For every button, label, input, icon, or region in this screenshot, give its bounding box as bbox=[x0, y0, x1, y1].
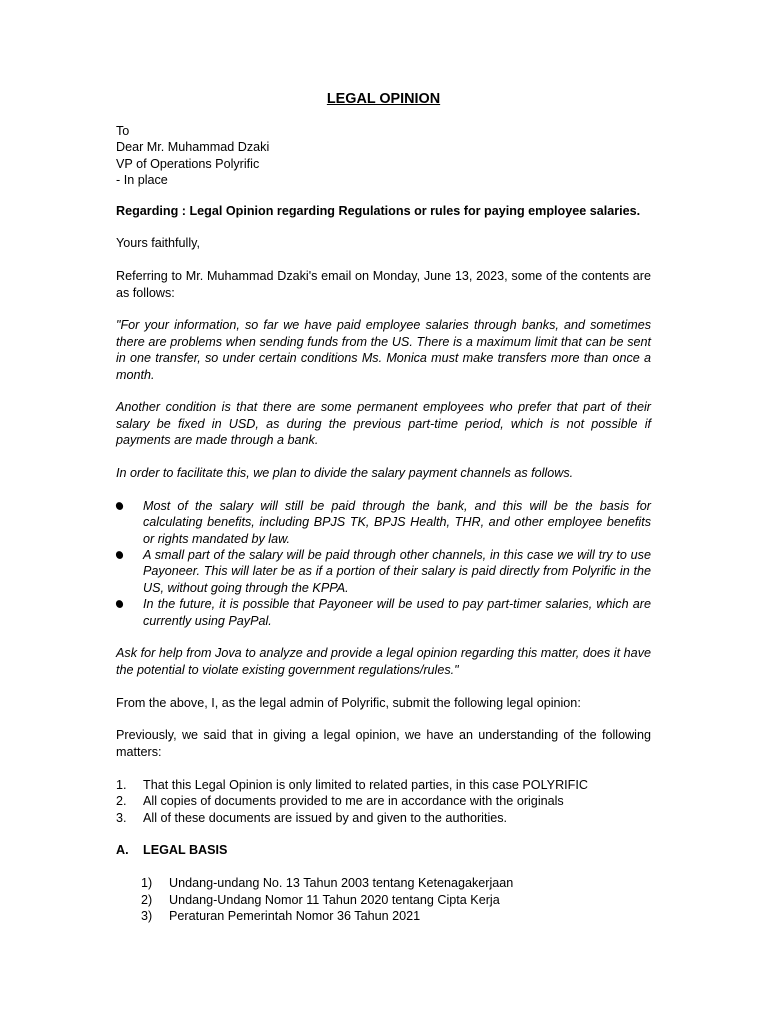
list-item bbox=[141, 875, 651, 891]
list-number: 2. bbox=[116, 794, 127, 809]
bullet-icon bbox=[115, 599, 125, 609]
quote-paragraph: "For your information, so far we have paid employee salaries through banks, and sometimes there are problems when sending funds from the US. There is a maximum limit that can be sent in one transfer, so under certain conditions Ms. Monica must make transfers more than once a month. bbox=[116, 318, 651, 382]
list-text: Peraturan Pemerintah Nomor 36 Tahun 2021 bbox=[169, 908, 421, 923]
quote-paragraph: In order to facilitate this, we plan to divide the salary payment channels as follows. bbox=[116, 466, 574, 481]
list-number: 1. bbox=[116, 777, 127, 792]
list-item bbox=[141, 908, 651, 924]
list-number: 3. bbox=[116, 810, 127, 825]
quote-paragraph: Ask for help from Jova to analyze and provide a legal opinion regarding this matter, does it have the potential to violate existing government regulations/rules." bbox=[116, 646, 651, 677]
list-number: 1) bbox=[141, 876, 153, 891]
list-text: All copies of documents provided to me are in accordance with the originals bbox=[143, 794, 564, 809]
section-letter: A. bbox=[116, 843, 129, 858]
bullet-icon bbox=[115, 501, 125, 511]
quote-paragraph: Another condition is that there are some permanent employees who prefer that part of their salary be fixed in USD, as during the previous part-time period, which is not possible if payments are made through a bank. bbox=[116, 400, 651, 448]
section-heading-legal-basis bbox=[116, 842, 651, 858]
list-number: 2) bbox=[141, 892, 153, 907]
bullet-text: Most of the salary will still be paid through the bank, and this will be the basis for calculating benefits, including BPJS TK, BPJS Health, THR, and other employee benefits or rights mandated by law. bbox=[143, 498, 651, 546]
address-block bbox=[116, 123, 651, 189]
address-line: To bbox=[116, 124, 130, 138]
regarding-line: Regarding : Legal Opinion regarding Regulations or rules for paying employee salaries. bbox=[116, 203, 641, 218]
understanding-list bbox=[116, 777, 651, 826]
submission-paragraph: From the above, I, as the legal admin of Polyrific, submit the following legal opinion: bbox=[116, 695, 581, 710]
legal-basis-list bbox=[116, 875, 651, 924]
list-text: Undang-undang No. 13 Tahun 2003 tentang Ketenagakerjaan bbox=[169, 876, 514, 891]
bullet-text: A small part of the salary will be paid through other channels, in this case we will try to use Payoneer. This will later be as if a portion of their salary is paid directly from Polyrific in the US, without going through the KPPA. bbox=[143, 548, 651, 595]
list-item bbox=[116, 596, 651, 629]
address-line: VP of Operations Polyrific bbox=[116, 156, 260, 171]
list-text: All of these documents are issued by and given to the authorities. bbox=[143, 810, 508, 825]
list-text: Undang-Undang Nomor 11 Tahun 2020 tentang Cipta Kerja bbox=[169, 892, 500, 907]
understanding-paragraph: Previously, we said that in giving a legal opinion, we have an understanding of the following matters: bbox=[116, 728, 651, 759]
bullet-text: In the future, it is possible that Payoneer will be used to pay part-timer salaries, which are currently using PayPal. bbox=[143, 597, 651, 628]
list-item bbox=[116, 498, 651, 547]
list-item bbox=[116, 777, 651, 793]
quote-bullet-list bbox=[116, 498, 651, 629]
section-title: LEGAL BASIS bbox=[143, 843, 228, 858]
list-item bbox=[141, 892, 651, 908]
salutation: Yours faithfully, bbox=[116, 236, 201, 251]
address-line: Dear Mr. Muhammad Dzaki bbox=[116, 140, 270, 155]
intro-paragraph: Referring to Mr. Muhammad Dzaki's email on Monday, June 13, 2023, some of the contents are as follows: bbox=[116, 269, 651, 300]
document-title: LEGAL OPINION bbox=[326, 91, 441, 107]
list-item bbox=[116, 547, 651, 596]
list-item bbox=[116, 810, 651, 826]
list-text: That this Legal Opinion is only limited to related parties, in this case POLYRIFIC bbox=[143, 777, 588, 792]
bullet-icon bbox=[115, 550, 125, 560]
list-item bbox=[116, 793, 651, 809]
list-number: 3) bbox=[141, 908, 153, 923]
address-line: - In place bbox=[116, 173, 168, 188]
